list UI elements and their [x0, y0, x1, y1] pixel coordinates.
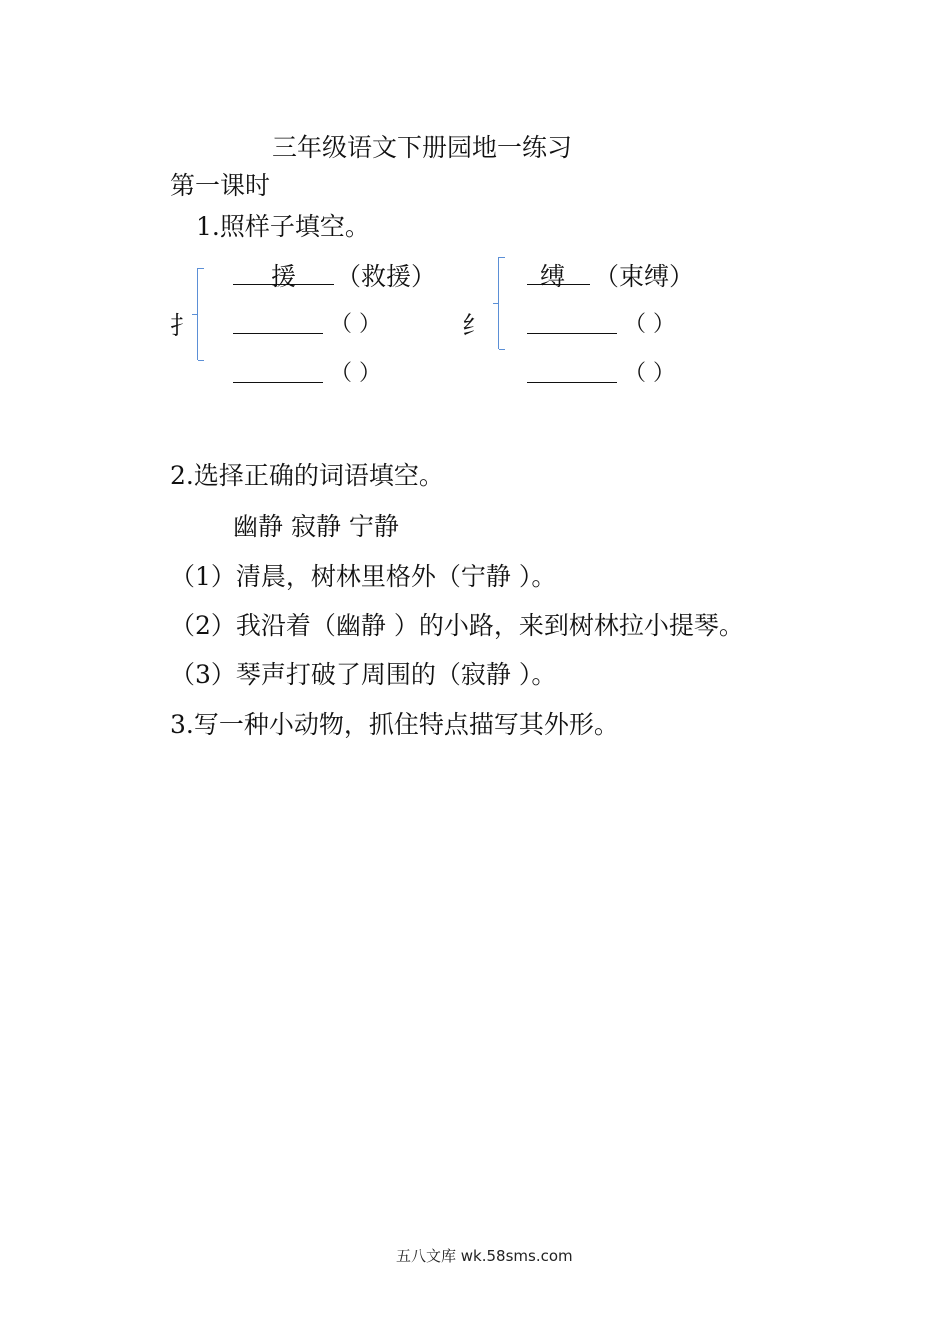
blank-paren-1a: （ ）	[330, 312, 381, 337]
page-title: 三年级语文下册园地一练习	[272, 133, 573, 162]
radical-1: 扌	[170, 311, 196, 340]
q2-item-1: （1）清晨，树林里格外（宁静 ）。	[170, 562, 557, 591]
brace-2-upper	[498, 257, 499, 303]
q2-item-3: （3）琴声打破了周围的（寂静 ）。	[170, 660, 557, 689]
q2-item-2: （2）我沿着（幽静 ）的小路，来到树林拉小提琴。	[170, 611, 744, 640]
example-underline-1	[233, 284, 334, 285]
blank-line-1b[interactable]	[233, 382, 323, 383]
example-underline-2	[527, 284, 590, 285]
brace-1-lower	[197, 314, 198, 360]
brace-2-lower	[498, 303, 499, 349]
blank-line-2b[interactable]	[527, 382, 617, 383]
blank-line-2a[interactable]	[527, 333, 617, 334]
brace-2-top	[499, 257, 505, 258]
blank-line-1a[interactable]	[233, 333, 323, 334]
brace-1-top	[198, 268, 204, 269]
example-word-2: （束缚）	[594, 262, 695, 291]
lesson-label: 第一课时	[170, 171, 271, 200]
blank-paren-2a: （ ）	[624, 312, 675, 337]
radical-2: 纟	[462, 311, 488, 340]
footer-watermark: 五八文库 wk.58sms.com	[396, 1247, 573, 1265]
example-char-1: 援	[271, 262, 297, 291]
q3-heading: 3.写一种小动物，抓住特点描写其外形。	[170, 710, 619, 739]
brace-1-upper	[197, 268, 198, 314]
example-word-1: （救援）	[336, 262, 437, 291]
word-bank: 幽静 寂静 宁静	[233, 512, 399, 541]
q1-heading: 1.照样子填空。	[196, 212, 370, 241]
brace-1-bottom	[198, 360, 204, 361]
example-char-2: 缚	[540, 262, 566, 291]
blank-paren-1b: （ ）	[330, 361, 381, 386]
brace-2-bottom	[499, 349, 505, 350]
blank-paren-2b: （ ）	[624, 361, 675, 386]
q2-heading: 2.选择正确的词语填空。	[170, 461, 444, 490]
